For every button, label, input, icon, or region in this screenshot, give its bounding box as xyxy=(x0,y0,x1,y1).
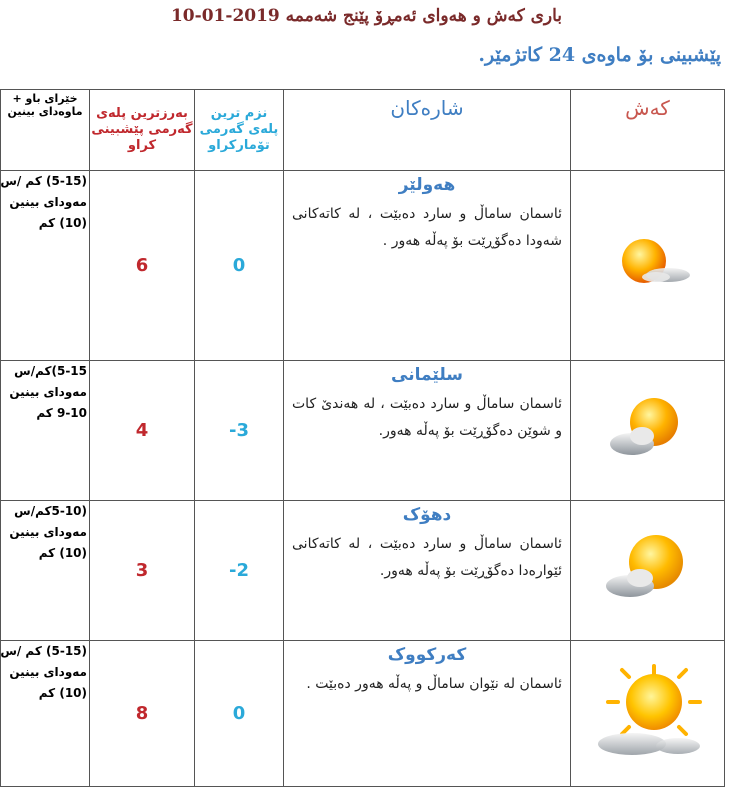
max-temp: 8 xyxy=(90,641,195,787)
city-description: ئاسمان ساماڵ و سارد دەبێت ، لە کاتەکانی شەودا دەگۆڕێت بۆ پەڵە هەور . xyxy=(292,206,562,249)
max-temp: 6 xyxy=(90,171,195,361)
city-cell xyxy=(284,641,571,787)
wind-visibility-cell xyxy=(1,501,90,641)
wind-speed: 5-15)کم/س xyxy=(14,364,87,378)
sun-cloud-icon xyxy=(598,532,698,606)
wind-speed: (5-10کم/س xyxy=(14,504,87,518)
min-temp: 0 xyxy=(195,171,284,361)
max-temp: 3 xyxy=(90,501,195,641)
header-weather: کەش xyxy=(571,90,725,171)
city-name: دهۆک xyxy=(402,505,452,525)
city-name: کەرکووک xyxy=(387,645,467,665)
header-wind-visibility: خێرای باو + ماوەدای بینین xyxy=(1,90,90,171)
visibility-value: 9-10 کم xyxy=(36,406,87,420)
wind-visibility-cell xyxy=(1,171,90,361)
wind-speed: (5-15) کم /س xyxy=(0,174,87,188)
header-max-temp: بەرزترین پلەی گەرمی پێشبینی کراو xyxy=(90,90,195,171)
city-description: ئاسمان ساماڵ و سارد دەبێت ، لە هەندێ کات و شوێن دەگۆڕێت بۆ پەڵە هەور. xyxy=(292,396,562,439)
weather-icon-cell xyxy=(571,171,725,361)
wind-visibility-cell xyxy=(1,641,90,787)
weather-icon-cell xyxy=(571,361,725,501)
wind-visibility-cell xyxy=(1,361,90,501)
table-row xyxy=(1,361,725,501)
weather-icon-cell xyxy=(571,641,725,787)
visibility-value: (10) کم xyxy=(38,686,87,700)
table-row xyxy=(1,501,725,641)
forecast-table xyxy=(0,89,725,787)
city-description: ئاسمان لە نێوان ساماڵ و پەڵە هەور دەبێت . xyxy=(306,676,562,692)
sun-cloud-icon xyxy=(598,394,698,464)
table-row xyxy=(1,641,725,787)
city-cell xyxy=(284,361,571,501)
visibility-value: (10) کم xyxy=(38,216,87,230)
wind-speed: (5-15) کم /س xyxy=(0,644,87,658)
city-name: هەولێر xyxy=(398,175,456,195)
min-temp: -3 xyxy=(195,361,284,501)
page-title: بارى كەش و هەواى ئەمڕۆ پێنج شەممە 2019-01-10 xyxy=(170,6,563,26)
forecast-subtitle: پێشبینی بۆ ماوەی 24 کاتژمێر. xyxy=(478,44,721,66)
weather-icon-cell xyxy=(571,501,725,641)
city-cell xyxy=(284,171,571,361)
visibility-label: مەودای بینین xyxy=(9,195,87,209)
min-temp: 0 xyxy=(195,641,284,787)
sun-cloud-icon xyxy=(598,229,698,299)
min-temp: -2 xyxy=(195,501,284,641)
visibility-label: مەودای بینین xyxy=(9,385,87,399)
table-row xyxy=(1,171,725,361)
sun-cloud-icon xyxy=(588,662,708,762)
city-name: سلێمانی xyxy=(391,365,463,385)
max-temp: 4 xyxy=(90,361,195,501)
table-header-row xyxy=(1,90,725,171)
header-min-temp: نزم ترین پلەی گەرمی تۆمارکراو xyxy=(195,90,284,171)
visibility-value: (10) کم xyxy=(38,546,87,560)
header-cities: شارەکان xyxy=(284,90,571,171)
visibility-label: مەودای بینین xyxy=(9,525,87,539)
visibility-label: مەودای بینین xyxy=(9,665,87,679)
city-cell xyxy=(284,501,571,641)
city-description: ئاسمان ساماڵ و سارد دەبێت ، لە کاتەکانی ئێوارەدا دەگۆڕێت بۆ پەڵە هەور. xyxy=(292,536,562,579)
